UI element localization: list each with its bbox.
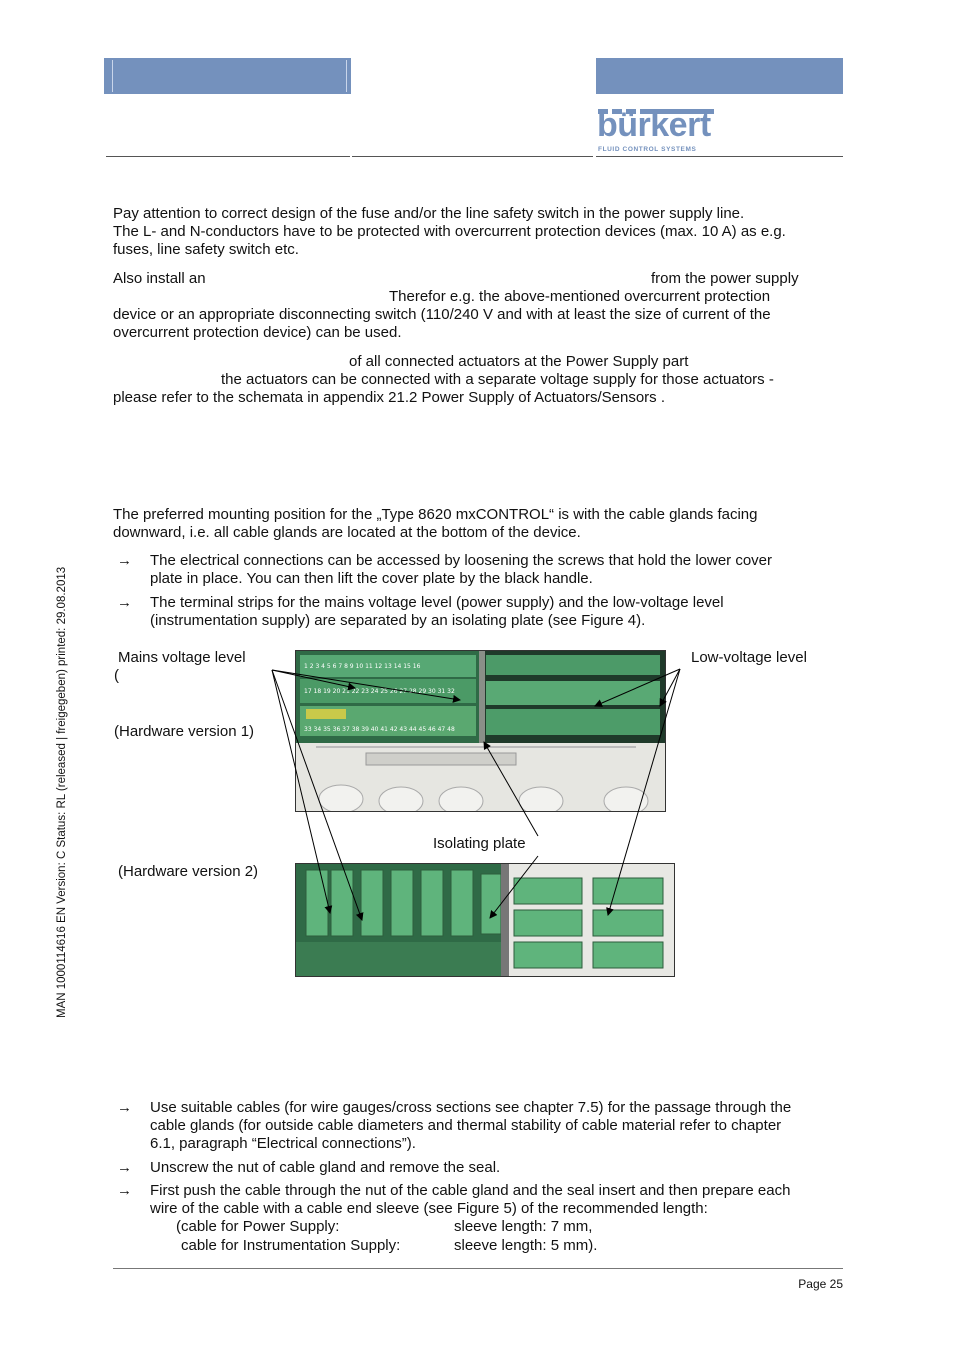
arrow-bullet: →: [117, 1159, 132, 1176]
bullet1-1-line-2: plate in place. You can then lift the cover plate by the black handle.: [150, 570, 593, 587]
p3-line-2: the actuators can be connected with a separate voltage supply for those actuators -: [221, 371, 774, 388]
p1-line-1: Pay attention to correct design of the fuse and/or the line safety switch in the power supply line.: [113, 205, 745, 222]
hw1-terminal-numbers-row1: 1 2 3 4 5 6 7 8 9 10 11 12 13 14 15 16: [304, 663, 421, 670]
low-voltage-label: Low-voltage level: [691, 649, 807, 666]
arrow-bullet: →: [117, 1182, 132, 1199]
p4-line-2: downward, i.e. all cable glands are located at the bottom of the device.: [113, 524, 581, 541]
mains-voltage-paren: (: [114, 667, 119, 684]
p2-line-2: Therefor e.g. the above-mentioned overcurrent protection: [389, 288, 771, 305]
bullet2-1-line-1: Use suitable cables (for wire gauges/cross sections see chapter 7.5) for the passage through the: [150, 1099, 792, 1116]
p2-line-1a: Also install an: [113, 270, 206, 287]
burkert-logo: bürkert: [597, 106, 711, 144]
p1-line-2: The L- and N-conductors have to be protected with overcurrent protection devices (max. 10 A) as e.g.: [113, 223, 786, 240]
hardware-version-2-label: (Hardware version 2): [118, 863, 259, 880]
p3-line-3: please refer to the schemata in appendix 21.2 Power Supply of Actuators/Sensors .: [113, 389, 665, 406]
p2-line-1b: from the power supply: [651, 270, 799, 287]
sleeve-power-length: sleeve length: 7 mm,: [454, 1218, 593, 1235]
bullet2-3-line-1: First push the cable through the nut of the cable gland and the seal insert and then prepare each: [150, 1182, 791, 1199]
logo-tagline: FLUID CONTROL SYSTEMS: [598, 146, 697, 153]
document-status-sidebar: MAN 1000114616 EN Version: C Status: RL (released | freigegeben) printed: 29.08.2013: [56, 566, 68, 1018]
p2-line-4: overcurrent protection device) can be used.: [113, 324, 402, 341]
p4-line-1: The preferred mounting position for the „Type 8620 mxCONTROL“ is with the cable glands facing: [113, 506, 758, 523]
bullet2-2-line-1: Unscrew the nut of cable gland and remove the seal.: [150, 1159, 501, 1176]
footer-rule: [113, 1268, 843, 1269]
p3-line-1: of all connected actuators at the Power Supply part: [349, 353, 689, 370]
hardware-version-1-label: (Hardware version 1): [114, 723, 255, 740]
bullet2-1-line-2: cable glands (for outside cable diameters and thermal stability of cable material refer to chapter: [150, 1117, 782, 1134]
arrow-bullet: →: [117, 594, 132, 611]
sleeve-instrumentation-cable: cable for Instrumentation Supply:: [181, 1237, 401, 1254]
arrow-bullet: →: [117, 552, 132, 569]
bullet1-2-line-1: The terminal strips for the mains voltage level (power supply) and the low-voltage level: [150, 594, 724, 611]
isolating-plate-label: Isolating plate: [433, 835, 526, 852]
page-number: Page 25: [798, 1277, 843, 1291]
mains-voltage-label: Mains voltage level: [118, 649, 246, 666]
p1-line-3: fuses, line safety switch etc.: [113, 241, 299, 258]
sleeve-power-cable: (cable for Power Supply:: [176, 1218, 340, 1235]
hw1-terminal-numbers-row2: 17 18 19 20 21 22 23 24 25 26 27 28 29 30 31 32: [304, 688, 455, 695]
bullet1-2-line-2: (instrumentation supply) are separated by an isolating plate (see Figure 4).: [150, 612, 646, 629]
bullet1-1-line-1: The electrical connections can be accessed by loosening the screws that hold the lower cover: [150, 552, 773, 569]
sleeve-instrumentation-length: sleeve length: 5 mm).: [454, 1237, 598, 1254]
p2-line-3: device or an appropriate disconnecting switch (110/240 V and with at least the size of current of the: [113, 306, 771, 323]
arrow-bullet: →: [117, 1099, 132, 1116]
bullet2-1-line-3: 6.1, paragraph “Electrical connections”).: [150, 1135, 416, 1152]
hw1-terminal-numbers-row3: 33 34 35 36 37 38 39 40 41 42 43 44 45 46 47 48: [304, 726, 455, 733]
bullet2-3-line-2: wire of the cable with a cable end sleeve (see Figure 5) of the recommended length:: [150, 1200, 708, 1217]
